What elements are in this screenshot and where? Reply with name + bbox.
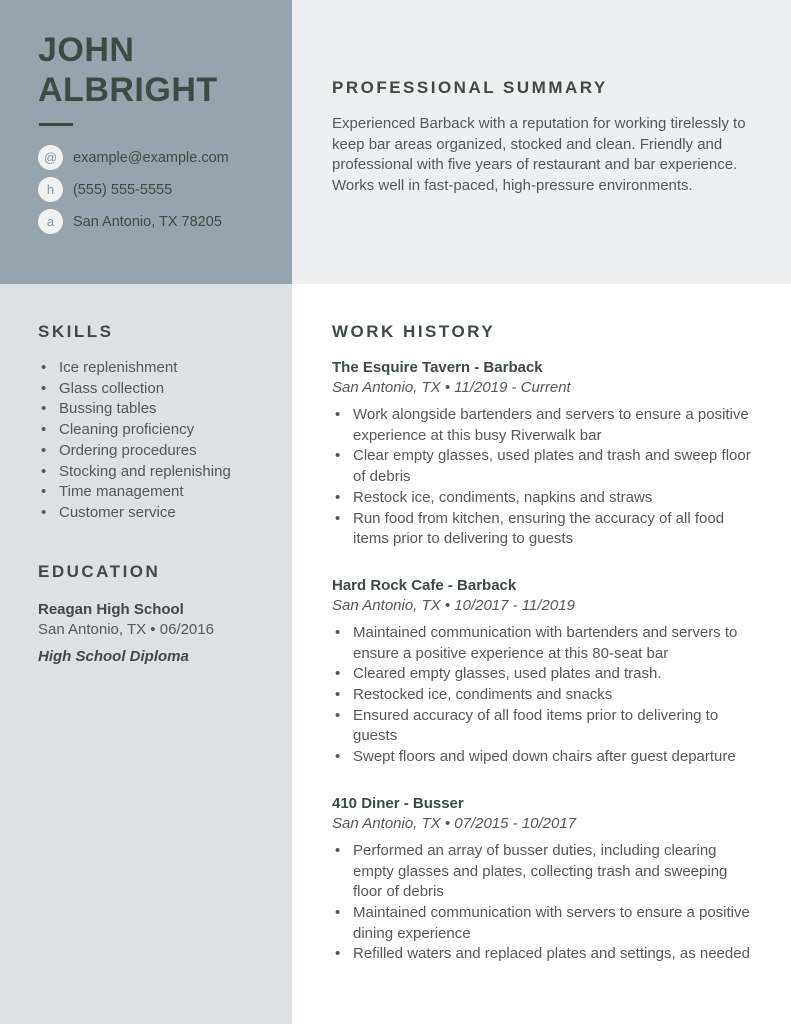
candidate-name-line1: JOHN <box>38 31 135 69</box>
job-bullet: • Clear empty glasses, used plates and trash and sweep floor of debris <box>332 446 753 487</box>
job-bullet: • Maintained communication with servers to ensure a positive dining experience <box>332 903 753 944</box>
job-title: The Esquire Tavern - Barback <box>332 359 543 376</box>
skill-item: • Bussing tables <box>38 399 268 420</box>
contact-email <box>38 145 272 170</box>
skill-item: • Stocking and replenishing <box>38 462 268 483</box>
job-bullet: • Restocked ice, condiments and snacks <box>332 685 753 706</box>
job-entry <box>332 795 753 965</box>
skills-list <box>38 358 268 524</box>
job-meta: San Antonio, TX • 10/2017 - 11/2019 <box>332 596 575 614</box>
job-bullet: • Refilled waters and replaced plates and settings, as needed <box>332 944 753 965</box>
job-title: Hard Rock Cafe - Barback <box>332 576 517 594</box>
candidate-name <box>38 30 272 110</box>
job-bullet: • Run food from kitchen, ensuring the accuracy of all food items prior to delivering to guests <box>332 509 753 550</box>
job-bullet: • Ensured accuracy of all food items prior to delivering to guests <box>332 706 753 747</box>
job-bullet: • Work alongside bartenders and servers to ensure a positive experience at this busy Riverwalk bar <box>332 405 753 446</box>
work-history-heading: WORK HISTORY <box>332 322 496 341</box>
skill-item: • Customer service <box>38 503 268 524</box>
name-divider <box>39 123 73 126</box>
job-entry <box>332 359 753 550</box>
email-icon: @ <box>38 145 63 170</box>
location-icon: a <box>38 209 63 234</box>
job-title: 410 Diner - Busser <box>332 794 464 812</box>
job-meta: San Antonio, TX • 11/2019 - Current <box>332 379 571 396</box>
contact-phone-text: (555) 555-5555 <box>73 181 173 198</box>
skill-item: • Ice replenishment <box>38 358 268 379</box>
professional-summary-heading: PROFESSIONAL SUMMARY <box>332 78 608 97</box>
job-bullet-list <box>332 841 753 965</box>
work-history-section <box>292 284 791 1024</box>
education-heading: EDUCATION <box>38 561 161 581</box>
professional-summary-section <box>292 0 791 284</box>
job-bullet: • Swept floors and wiped down chairs after guest departure <box>332 747 753 768</box>
identity-block <box>0 0 292 284</box>
education-school: Reagan High School <box>38 600 184 618</box>
job-bullet: • Performed an array of busser duties, including clearing empty glasses and plates, collecting trash and sweeping floor of debris <box>332 841 753 903</box>
job-bullet-list <box>332 405 753 550</box>
contact-address <box>38 209 272 234</box>
skill-item: • Glass collection <box>38 379 268 400</box>
contact-address-text: San Antonio, TX 78205 <box>73 213 222 230</box>
phone-icon: h <box>38 177 63 202</box>
skill-item: • Cleaning proficiency <box>38 420 268 441</box>
job-meta: San Antonio, TX • 07/2015 - 10/2017 <box>332 814 577 832</box>
education-meta: San Antonio, TX • 06/2016 <box>38 620 214 638</box>
job-bullet-list <box>332 623 753 768</box>
job-bullet: • Restock ice, condiments, napkins and straws <box>332 488 753 509</box>
job-bullet: • Maintained communication with bartenders and servers to ensure a positive experience at this 80-seat bar <box>332 623 753 664</box>
job-bullet: • Cleared empty glasses, used plates and trash. <box>332 664 753 685</box>
education-degree: High School Diploma <box>38 647 189 665</box>
skill-item: • Time management <box>38 482 268 503</box>
job-entry <box>332 577 753 768</box>
candidate-name-line2: ALBRIGHT <box>38 71 218 109</box>
sidebar-lower <box>0 284 292 1024</box>
professional-summary-text: Experienced Barback with a reputation for working tirelessly to keep bar areas organized, stocked and clean. Friendly and professional with five years of restaurant and bar experience. Works well in fast-paced, high-pressure environments. <box>332 115 746 195</box>
skill-item: • Ordering procedures <box>38 441 268 462</box>
skills-heading: SKILLS <box>38 322 114 341</box>
contact-phone <box>38 177 272 202</box>
contact-email-text: example@example.com <box>73 149 229 166</box>
